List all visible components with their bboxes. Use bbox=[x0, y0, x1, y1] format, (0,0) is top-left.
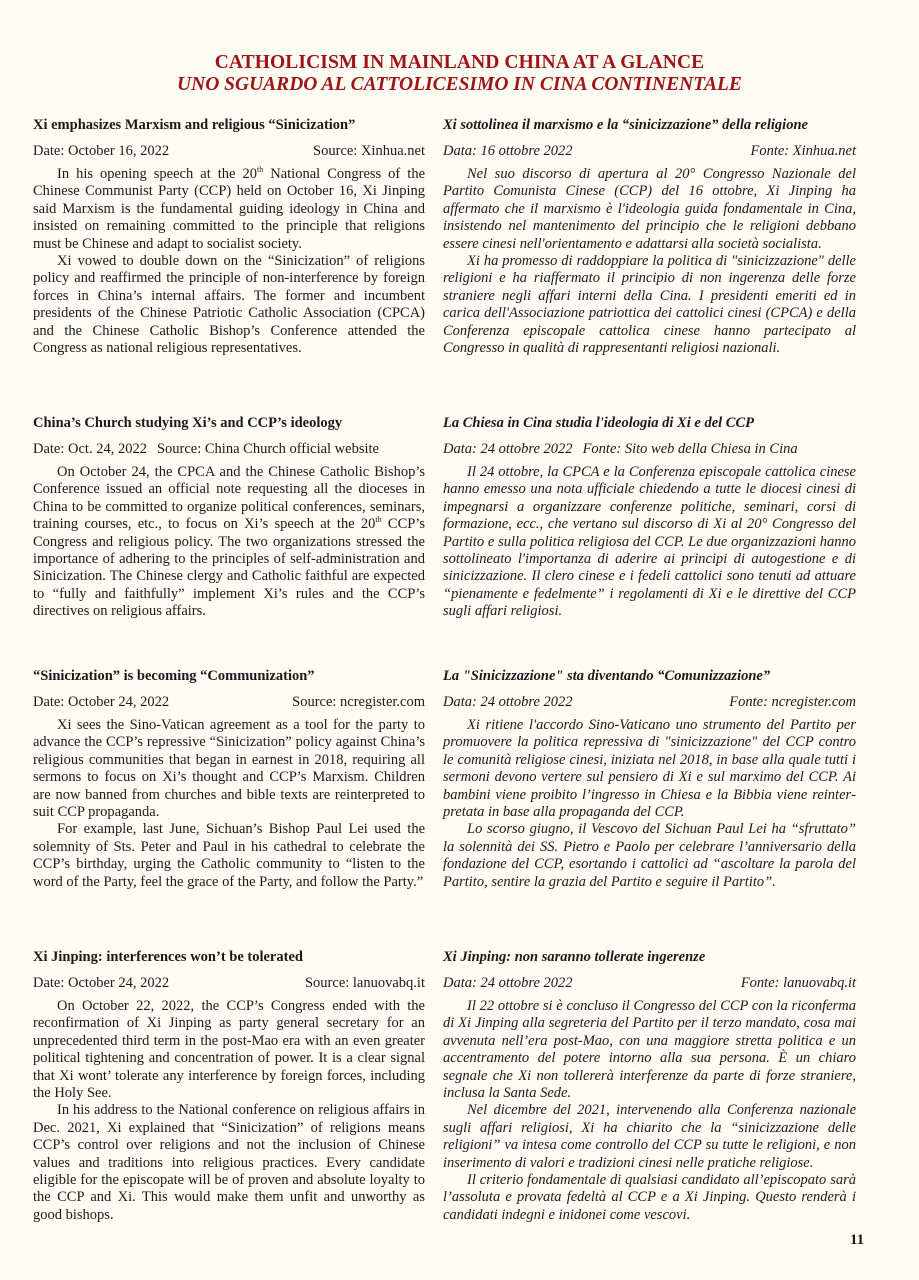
article-meta bbox=[33, 142, 425, 160]
article-en-1 bbox=[33, 116, 425, 357]
article-headline: La "Sinicizzazione" sta diventando “Comunizzazione” bbox=[443, 668, 771, 684]
article-paragraph: Nel dicembre del 2021, intervenendo alla Conferenza nazionale sugli affari religiosi, Xi ha chiarito che la “sinicizzazione delle religioni” va intesa come controllo del CCP su tutte le religioni, e non inserimento di valori e tradizioni cinesi nelle pratiche religiose. bbox=[443, 1102, 856, 1171]
article-headline: Xi sottolinea il marxismo e la “sinicizzazione” della religione bbox=[443, 117, 808, 133]
article-source: Source: China Church official website bbox=[156, 441, 379, 457]
article-date: Date: October 24, 2022 bbox=[33, 975, 170, 991]
page-title-english: CATHOLICISM IN MAINLAND CHINA AT A GLANCE bbox=[214, 52, 705, 73]
article-paragraph: On October 22, 2022, the CCP’s Congress ended with the reconfirmation of Xi Jinping as party general secretary for an unprecedented third term in the post-Mao era with an even greater political tightening and concentration of power. It is a clear signal that Xi wont’ tolerate any interference by foreign forces, including the Holy See. bbox=[33, 998, 425, 1102]
article-date: Data: 16 ottobre 2022 bbox=[443, 143, 573, 159]
article-it-2 bbox=[443, 414, 856, 621]
article-source: Fonte: Sito web della Chiesa in Cina bbox=[582, 441, 798, 457]
article-headline: China’s Church studying Xi’s and CCP’s ideology bbox=[33, 415, 343, 431]
article-en-3 bbox=[33, 667, 425, 891]
article-paragraph: Il criterio fondamentale di qualsiasi candidato all’episcopato sarà l’assoluta e provata fedeltà al CCP e a Xi Jinping. Questo renderà i candidati indegni e inidonei come vescovi. bbox=[443, 1172, 856, 1223]
page-header bbox=[0, 52, 919, 96]
article-headline: Xi Jinping: non saranno tollerate ingerenze bbox=[443, 949, 706, 965]
article-date: Data: 24 ottobre 2022 bbox=[443, 975, 573, 991]
article-paragraph: Il 22 ottobre si è concluso il Congresso del CCP con la riconferma di Xi Jinping alla segreteria del Partito per il terzo mandato, cosa mai avvenuta nell’era post-Mao, con una maggiore stretta politica e un accentramento del potere intorno alla sua persona. È un chiaro segnale che Xi non tollererà interferenze da parte di forze straniere, inclusa la Santa Sede. bbox=[443, 998, 856, 1102]
article-date: Date: Oct. 24, 2022 bbox=[33, 441, 147, 457]
article-paragraph: Nel suo discorso di apertura al 20° Congresso Nazionale del Partito Comunista Cinese (CCP) del 16 ottobre, Xi Jinping ha affermato che il marxismo è l'ideologia guida fondamentale in Cina, insistendo nel mantenimento del principio che le religioni debbano essere cinesi nell'orientamento e adattarsi alla società socialista. bbox=[443, 166, 856, 252]
article-date: Data: 24 ottobre 2022 bbox=[443, 441, 573, 457]
article-paragraph: In his address to the National conference on religious affairs in Dec. 2021, Xi explained that “Sinicization” of religions means CCP’s control over religions and not the inclusion of Chinese values and traditions into religious practices. Every candidate eligible for the episcopate will be of proven and absolute loyalty to the CCP and Xi. This would make them unfit and unworthy as good bishops. bbox=[33, 1102, 425, 1223]
article-meta bbox=[443, 142, 856, 160]
ordinal-suffix: th bbox=[256, 165, 264, 174]
article-meta bbox=[33, 440, 425, 458]
article-date: Date: October 16, 2022 bbox=[33, 143, 170, 159]
article-paragraph: Xi ritiene l'accordo Sino-Vaticano uno strumento del Partito per promuovere la politica repressiva di "sinicizzazione" del CCP contro le comunità religiose cinesi, iniziata nel 2018, in base alla quale tutti i sermoni devono vertere sul pensiero di Xi e sul marximo del CCP. Ai bambini viene proibito l’ingresso in Chiesa e la Bibbia viene reinterpretata in base alla propaganda del CCP. bbox=[443, 717, 856, 821]
article-headline: La Chiesa in Cina studia l'ideologia di Xi e del CCP bbox=[443, 415, 754, 431]
article-it-3 bbox=[443, 667, 856, 891]
article-paragraph: Xi vowed to double down on the “Sinicization” of religions policy and reaffirmed the principle of non-interference by foreign forces in China’s internal affairs. The former and incumbent presidents of the Chinese Patriotic Catholic Association (CPCA) and the Chinese Catholic Bishop’s Conference attended the Congress as national religious representatives. bbox=[33, 253, 425, 357]
article-paragraph: Xi ha promesso di raddoppiare la politica di "sinicizzazione" delle religioni e ha riaffermato il principio di non ingerenza delle forze straniere negli affari interni della Cina. I presidenti emeriti ed in carica dell'Associazione patriottica dei cattolici cinesi (CPCA) e della Conferenza episcopale cattolica cinese hanno partecipato al Congresso in qualità di rappresentanti religiosi nazionali. bbox=[443, 253, 856, 357]
article-source: Fonte: ncregister.com bbox=[729, 694, 856, 710]
article-meta bbox=[443, 440, 856, 458]
article-meta bbox=[33, 974, 425, 992]
article-en-2 bbox=[33, 414, 425, 621]
article-source: Source: Xinhua.net bbox=[313, 143, 425, 159]
article-it-4 bbox=[443, 948, 856, 1224]
article-paragraph: For example, last June, Sichuan’s Bishop Paul Lei used the solemnity of Sts. Peter and Paul in his cathedral to celebrate the CCP’s birthday, urging the Catholic community to “listen to the word of the Party, feel the grace of the Party, and follow the Party.” bbox=[33, 821, 425, 890]
article-headline: “Sinicization” is becoming “Communization” bbox=[33, 668, 315, 684]
article-date: Data: 24 ottobre 2022 bbox=[443, 694, 573, 710]
article-headline: Xi emphasizes Marxism and religious “Sinicization” bbox=[33, 117, 356, 133]
article-date: Date: October 24, 2022 bbox=[33, 694, 170, 710]
article-meta bbox=[443, 974, 856, 992]
article-source: Fonte: Xinhua.net bbox=[750, 143, 856, 159]
article-source: Source: ncregister.com bbox=[292, 694, 425, 710]
article-en-4 bbox=[33, 948, 425, 1224]
article-paragraph: Il 24 ottobre, la CPCA e la Conferenza episcopale cattolica cinese hanno emesso una nota ufficiale chiedendo a tutte le diocesi cinesi di impegnarsi a organizzare conferenze politiche, seminari, corsi di formazione, ecc., che vertano sul discorso di Xi al 20° Congresso del Partito e sulla politica religiosa del CCP. Le due organizzazioni hanno sottolineato l'importanza di aderire ai principi di autogestione e di sinicizzazione. Il clero cinese e i fedeli cattolici sono tenuti ad attuare “pienamente e fedelmente” i regolamenti di Xi e le direttive del CCP sugli affari religiosi. bbox=[443, 464, 856, 620]
ordinal-suffix: th bbox=[375, 515, 382, 525]
article-source: Source: lanuovabq.it bbox=[304, 975, 425, 991]
article-headline: Xi Jinping: interferences won’t be tolerated bbox=[33, 949, 303, 965]
article-paragraph: On October 24, the CPCA and the Chinese Catholic Bishop’s Conference issued an official note requesting all the dioceses in China to be committed to organize political conferences, seminars, training courses, etc., to focus on Xi’s speech at the 20th CCP’s Congress and religious policy. The two organizations stressed the importance of adhering to the principles of self-administration and Sinicization. The Chinese clergy and Catholic faithful are expected to “fully and faithfully” implement Xi’s rules and the CCP’s directives on religious affairs. bbox=[33, 464, 425, 620]
article-meta bbox=[33, 693, 425, 711]
article-paragraph: Lo scorso giugno, il Vescovo del Sichuan Paul Lei ha “sfruttato” la solennità dei SS. Pietro e Paolo per celebrare l’anniversario della fondazione del CCP, esortando i cattolici ad “ascoltare la parola del Partito, sentire la grazia del Partito e seguire il Partito”. bbox=[443, 821, 856, 890]
page-title-italian: UNO SGUARDO AL CATTOLICESIMO IN CINA CONTINENTALE bbox=[177, 74, 742, 95]
article-it-1 bbox=[443, 116, 856, 357]
article-meta bbox=[443, 693, 856, 711]
article-paragraph: Xi sees the Sino-Vatican agreement as a tool for the party to advance the CCP’s repressive “Sinicization” policy against China’s religious communities that began in earnest in 2018, requiring all sermons to focus on Xi’s thought and CCP’s Marxism. Children are now banned from churches and bible texts are reinterpreted to suit CCP propaganda. bbox=[33, 717, 425, 821]
page-number: 11 bbox=[850, 1232, 865, 1248]
article-paragraph: In his opening speech at the 20th National Congress of the Chinese Communist Party (CCP) held on October 16, Xi Jinping said Marxism is the fundamental guiding ideology in China and insisted on remaining committed to the principle that religions must be Chinese and adapt to socialist society. bbox=[33, 165, 425, 252]
article-source: Fonte: lanuovabq.it bbox=[740, 975, 856, 991]
